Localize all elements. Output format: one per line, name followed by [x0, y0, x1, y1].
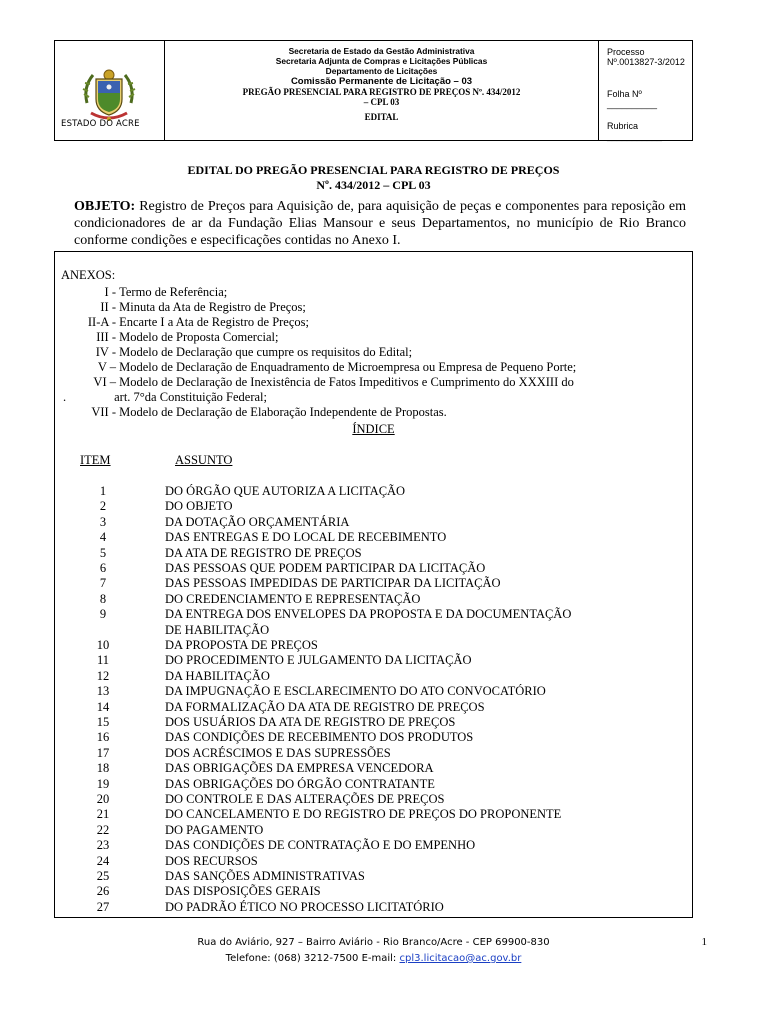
footer-phone: Telefone: (068) 3212-7500 E-mail: — [225, 953, 397, 964]
agency-line-2: Secretaria Adjunta de Compras e Licitações Públicas — [275, 56, 488, 66]
agency-block — [165, 41, 599, 140]
agency-line-1: Secretaria de Estado da Gestão Administrativa — [288, 46, 475, 56]
anexos-heading: ANEXOS: — [61, 268, 116, 282]
annex-item: II - Minuta da Ata de Registro de Preços; — [100, 300, 306, 314]
acre-coat-of-arms-icon — [79, 63, 139, 125]
annex-item: V – Modelo de Declaração de Enquadramento de Microempresa ou Empresa de Pequeno Porte; — [97, 360, 577, 374]
objeto-paragraph — [74, 198, 686, 249]
comissao-line: Comissão Permanente de Licitação – 03 — [290, 76, 473, 87]
annex-item: IV - Modelo de Declaração que cumpre os requisitos do Edital; — [95, 345, 413, 359]
objeto-text: Registro de Preços para Aquisição de, para aquisição de peças e componentes para reposição em condicionadores de ar da Fundação Elias Mansour e seus Departamentos, no município de Rio Branco conforme condições e especificações contidas no Anexo I. — [74, 199, 686, 248]
pregao-line-2: – CPL 03 — [363, 97, 400, 107]
page-number: 1 — [701, 936, 707, 948]
email-link[interactable]: cpl3.licitacao@ac.gov.br — [399, 953, 522, 964]
letterhead — [54, 40, 693, 141]
process-number: Processo Nº.0013827-3/2012 — [607, 47, 685, 67]
col-header-item: ITEM — [80, 453, 111, 467]
annex-item: II-A - Encarte I a Ata de Registro de Preços; — [87, 315, 309, 329]
folha-field: Folha Nº __________ — [607, 89, 658, 109]
annex-item: VI – Modelo de Declaração de Inexistência de Fatos Impeditivos e Cumprimento do XXXIII do — [93, 375, 574, 389]
footer-address: Rua do Aviário, 927 – Bairro Aviário - Rio Branco/Acre - CEP 69900-830 — [197, 937, 550, 948]
logo-cell — [55, 41, 165, 140]
process-cell — [599, 41, 692, 140]
footer-contact — [54, 953, 693, 964]
objeto-label: OBJETO: — [74, 199, 136, 214]
document-title-line-1: EDITAL DO PREGÃO PRESENCIAL PARA REGISTRO DE PREÇOS — [187, 163, 560, 177]
agency-line-3: Departamento de Licitações — [325, 66, 438, 76]
indice-title: ÍNDICE — [352, 422, 395, 436]
edital-label: EDITAL — [364, 112, 399, 122]
rubrica-field: Rubrica ___________ — [607, 121, 663, 141]
annex-item: III - Modelo de Proposta Comercial; — [96, 330, 279, 344]
annex-item: VII - Modelo de Declaração de Elaboração Independente de Propostas. — [91, 405, 447, 419]
annex-index-box: ANEXOS: I - Termo de Referência; II - Minuta da Ata de Registro de Preços; II-A - Encarte I a Ata de Registro de Preços; III - Modelo de Proposta Comercial; IV - Modelo de Declaração que cumpre os requisitos do Edital; V – Modelo de Declaração de Enquadramento de Microempresa ou Empresa de Pequeno Porte; VI – Modelo de Declaração de Inexistência de Fatos Impeditivos e Cumprimento do XXXIII do . art. 7°da Constituição Federal; VII - Modelo de Declaração de Elaboração Independente de Propostas. ÍNDICE ITEM ASSUNTO 1 DO ÓRGÃO QUE AUTORIZA A LICITAÇÃO 2 DO OBJETO 3 DA DOTAÇÃO ORÇAMENTÁRIA 4 DAS ENTREGAS E DO LOCAL DE RECEBIMENTO 5 DA ATA DE REGISTRO DE PREÇOS 6 DAS PESSOAS QUE PODEM PARTICIPAR DA LICITAÇÃO 7 DAS PESSOAS IMPEDIDAS DE PARTICIPAR DA LICITAÇÃO 8 DO CREDENCIAMENTO E REPRESENTAÇÃO 9 DA ENTREGA DOS ENVELOPES DA PROPOSTA E DA DOCUMENTAÇÃO DE HABILITAÇÃO 10 DA PROPOSTA DE PREÇOS 11 DO PROCEDIMENTO E JULGAMENTO DA LICITAÇÃO 12 DA HABILITAÇÃO 13 DA IMPUGNAÇÃO E ESCLARECIMENTO DO ATO CONVOCATÓRIO 14 DA FORMALIZAÇÃO DA ATA DE REGISTRO DE PREÇOS 15 DOS USUÁRIOS DA ATA DE REGISTRO DE PREÇOS 16 DAS CONDIÇÕES DE RECEBIMENTO DOS PRODUTOS 17 DOS ACRÉSCIMOS E DAS SUPRESSÕES 18 DAS OBRIGAÇÕES DA EMPRESA VENCEDORA 19 DAS OBRIGAÇÕES DO ÓRGÃO CONTRATANTE 20 DO CONTROLE E DAS ALTERAÇÕES DE PREÇOS 21 DO CANCELAMENTO E DO REGISTRO DE PREÇOS DO PROPONENTE 22 DO PAGAMENTO 23 DAS CONDIÇÕES DE CONTRATAÇÃO E DO EMPENHO 24 DOS RECURSOS 25 DAS SANÇÕES ADMINISTRATIVAS 26 DAS DISPOSIÇÕES GERAIS 27 DO PADRÃO ÉTICO NO PROCESSO LICITATÓRIO — [54, 251, 693, 918]
state-label: ESTADO DO ACRE — [61, 119, 140, 129]
document-title-line-2: Nº. 434/2012 – CPL 03 — [316, 178, 431, 192]
pregao-line-1: PREGÃO PRESENCIAL PARA REGISTRO DE PREÇOS Nº. 434/2012 — [242, 87, 521, 97]
col-header-assunto: ASSUNTO — [175, 453, 233, 467]
annex-item: . art. 7°da Constituição Federal; — [63, 390, 267, 404]
annex-item: I - Termo de Referência; — [104, 285, 228, 299]
